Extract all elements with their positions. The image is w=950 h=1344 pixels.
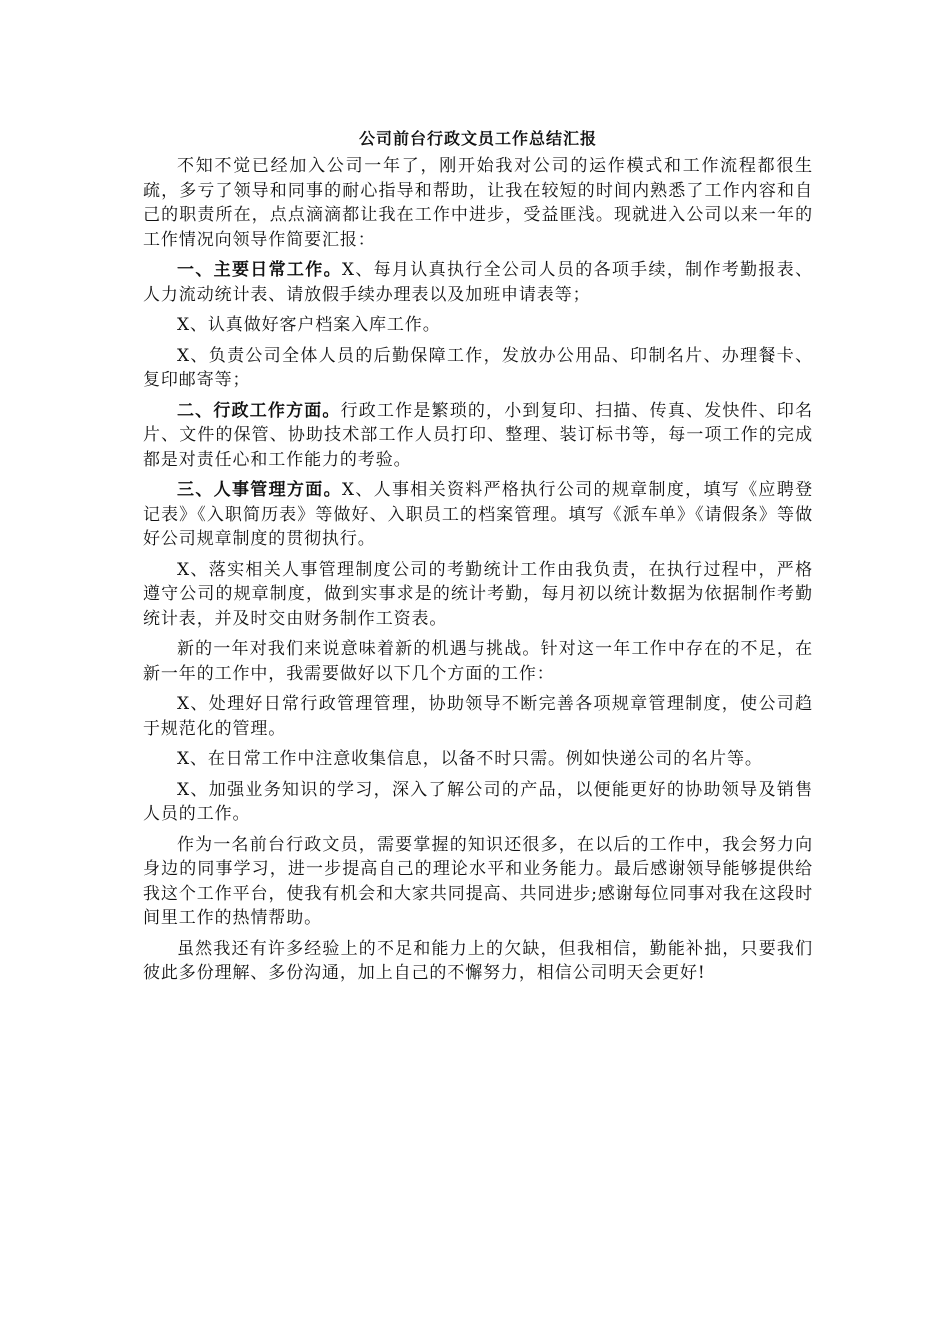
paragraph-text: 新的一年对我们来说意味着新的机遇与挑战。针对这一年工作中存在的不足，在新一年的工作中，我需要做好以下几个方面的工作： [143,639,813,684]
document-page [143,128,813,992]
paragraph-section-2 [143,399,813,473]
paragraph-item [143,558,813,632]
paragraph-text: X、认真做好客户档案入库工作。 [177,315,441,335]
paragraph-text: 行政工作是繁琐的，小到复印、扫描、传真、发快件、印名片、文件的保管、协助技术部工作人员打印、整理、装订标书等，每一项工作的完成都是对责任心和工作能力的考验。 [143,400,813,470]
paragraph-text: X、处理好日常行政管理管理，协助领导不断完善各项规章管理制度，使公司趋于规范化的管理。 [143,694,813,739]
paragraph-text: 不知不觉已经加入公司一年了，刚开始我对公司的运作模式和工作流程都很生疏，多亏了领导和同事的耐心指导和帮助，让我在较短的时间内熟悉了工作内容和自己的职责所在，点点滴滴都让我在工作中进步，受益匪浅。现就进入公司以来一年的工作情况向领导作简要汇报： [143,156,813,250]
section-heading-admin-work: 二、行政工作方面。 [177,400,341,421]
paragraph-item [143,313,813,338]
paragraph-item [143,747,813,772]
paragraph-intro [143,154,813,252]
paragraph-item [143,344,813,393]
paragraph-text: X、落实相关人事管理制度公司的考勤统计工作由我负责，在执行过程中，严格遵守公司的规章制度，做到实事求是的统计考勤，每月初以统计数据为依据制作考勤统计表，并及时交由财务制作工资表。 [143,559,813,629]
section-heading-hr-management: 三、人事管理方面。 [177,480,342,500]
paragraph-text: X、加强业务知识的学习，深入了解公司的产品，以便能更好的协助领导及销售人员的工作。 [143,779,813,824]
paragraph-text: X、在日常工作中注意收集信息，以备不时只需。例如快递公司的名片等。 [177,749,763,769]
document-title: 公司前台行政文员工作总结汇报 [358,129,597,148]
paragraph-section-3 [143,478,813,552]
paragraph-text: X、人事相关资料严格执行公司的规章制度，填写《应聘登记表》《入职简历表》等做好、入职员工的档案管理。填写《派车单》《请假条》等做好公司规章制度的贯彻执行。 [143,480,813,549]
paragraph-text: 作为一名前台行政文员，需要掌握的知识还很多，在以后的工作中，我会努力向身边的同事学习，进一步提高自己的理论水平和业务能力。最后感谢领导能够提供给我这个工作平台，使我有机会和大家共同提高、共同进步;感谢每位同事对我在这段时间里工作的热情帮助。 [143,834,813,928]
paragraph-thanks [143,833,813,931]
paragraph-closing [143,937,813,986]
paragraph-item [143,778,813,827]
section-heading-daily-work: 一、主要日常工作。 [177,260,342,280]
paragraph-text: X、每月认真执行全公司人员的各项手续，制作考勤报表、人力流动统计表、请放假手续办理表以及加班申请表等； [143,260,813,305]
paragraph-section-1 [143,258,813,307]
paragraph-new-year [143,637,813,686]
paragraph-item [143,692,813,741]
paragraph-text: 虽然我还有许多经验上的不足和能力上的欠缺，但我相信，勤能补拙，只要我们彼此多份理解、多份沟通，加上自己的不懈努力，相信公司明天会更好! [143,938,813,983]
paragraph-text: X、负责公司全体人员的后勤保障工作，发放办公用品、印制名片、办理餐卡、复印邮寄等； [143,345,813,390]
